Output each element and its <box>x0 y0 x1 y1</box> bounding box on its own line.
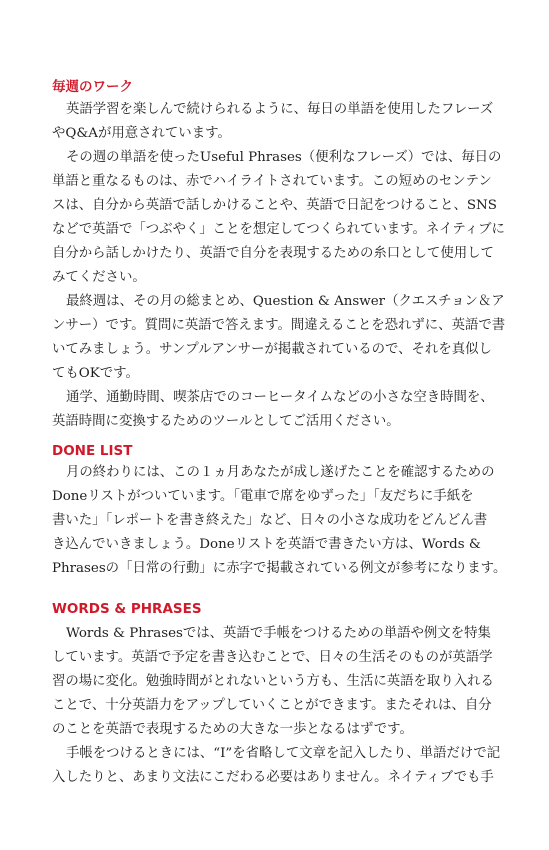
text-line: Doneリストがついています。「電車で席をゆずった」「友だちに手紙を <box>52 489 474 504</box>
text-line: やQ&Aが用意されています。 <box>52 126 231 141</box>
text-line: き込んでいきましょう。Doneリストを英語で書きたい方は、Words & <box>52 537 481 552</box>
text-line: 手帳をつけるときには、“I”を省略して文章を記入したり、単語だけで記 <box>66 746 501 761</box>
text-line: ことで、十分英語力をアップしていくことができます。またそれは、自分 <box>52 698 492 713</box>
text-line: 習の場に変化。勉強時間がとれないという方も、生活に英語を取り入れる <box>52 674 494 689</box>
text-line: しています。英語で予定を書き込むことで、日々の生活そのものが英語学 <box>52 650 493 665</box>
text-line: 自分から話しかけたり、英語で自分を表現するための糸口として使用して <box>52 246 494 261</box>
text-line: てもOKです。 <box>52 366 139 381</box>
text-line: 英語学習を楽しんで続けられるように、毎日の単語を使用したフレーズ <box>66 102 494 117</box>
text-line: いてみましょう。サンプルアンサーが掲載されているので、それを真似し <box>52 342 492 357</box>
text-line: 単語と重なるものは、赤でハイライトされています。この短めのセンテン <box>52 174 492 189</box>
section-heading-words-phrases: WORDS & PHRASES <box>52 601 202 617</box>
text-line: その週の単語を使ったUseful Phrases（便利なフレーズ）では、毎日の <box>66 150 502 165</box>
section-heading-done-list: DONE LIST <box>52 443 133 459</box>
text-line: みてください。 <box>52 270 146 285</box>
paragraph <box>52 386 500 434</box>
text-line: 月の終わりには、この１ヵ月あなたが成し遂げたことを確認するための <box>66 465 495 480</box>
paragraph <box>52 290 506 386</box>
text-line: Phrasesの「日常の行動」に赤字で掲載されている例文が参考になります。 <box>52 561 507 576</box>
text-line: 通学、通勤時間、喫茶店でのコーヒータイムなどの小さな空き時間を、 <box>66 390 494 405</box>
section-heading-weekly-work: 毎週のワーク <box>52 79 133 95</box>
text-line: ンサー）です。質問に英語で答えます。間違えることを恐れずに、英語で書 <box>52 318 506 333</box>
text-line: などで英語で「つぶやく」ことを想定してつくられています。ネイティブに <box>52 222 505 237</box>
text-line: Words & Phrasesでは、英語で手帳をつけるための単語や例文を特集 <box>66 626 491 641</box>
text-line: 最終週は、その月の総まとめ、Question & Answer（クエスチョン＆ア <box>66 294 505 309</box>
text-line: 入したりと、あまり文法にこだわる必要はありません。ネイティブでも手 <box>52 770 494 785</box>
paragraph <box>52 461 507 581</box>
text-line: 英語時間に変換するためのツールとしてご活用ください。 <box>52 414 400 429</box>
text-line: スは、自分から英語で話しかけることや、英語で日記をつけること、SNS <box>52 198 497 213</box>
text-line: 書いた」「レポートを書き終えた」など、日々の小さな成功をどんどん書 <box>52 513 488 528</box>
paragraph <box>52 742 500 790</box>
paragraph <box>52 146 505 290</box>
text-line: のことを英語で表現するための大きな一歩となるはずです。 <box>52 722 413 737</box>
paragraph <box>52 98 500 146</box>
paragraph <box>52 622 500 742</box>
